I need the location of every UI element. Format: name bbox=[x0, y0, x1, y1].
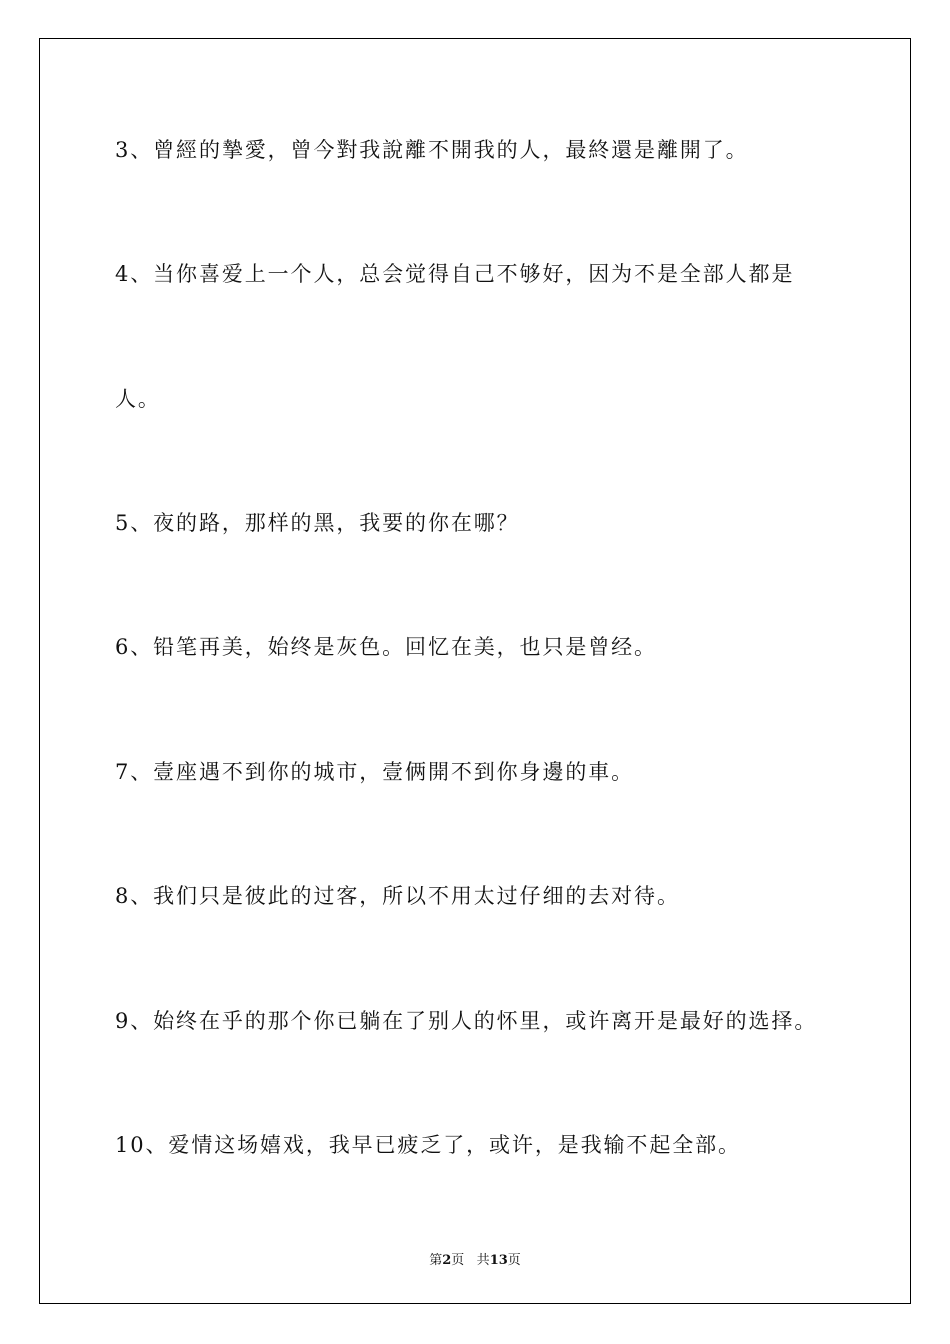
text-line-6: 6、铅笔再美，始终是灰色。回忆在美，也只是曾经。 bbox=[115, 635, 657, 659]
text-line-3: 3、曾經的摯愛，曾今對我說離不開我的人，最終還是離開了。 bbox=[115, 138, 749, 162]
text-line-8: 8、我们只是彼此的过客，所以不用太过仔细的去对待。 bbox=[115, 884, 680, 908]
page-label: 页 bbox=[451, 1253, 465, 1268]
text-line-10: 10、爱情这场嬉戏，我早已疲乏了，或许，是我输不起全部。 bbox=[115, 1133, 741, 1157]
text-line-7: 7、壹座遇不到你的城市，壹俩開不到你身邊的車。 bbox=[115, 760, 635, 784]
total-label: 页 bbox=[507, 1253, 521, 1268]
page-total: 13 bbox=[489, 1253, 508, 1268]
page-prefix: 第 bbox=[429, 1253, 443, 1268]
page-current: 2 bbox=[442, 1253, 452, 1268]
page-frame bbox=[39, 38, 911, 1304]
text-line-5: 5、夜的路，那样的黑，我要的你在哪？ bbox=[115, 511, 520, 535]
text-line-4-continued: 人。 bbox=[115, 387, 161, 411]
page-footer bbox=[0, 1249, 950, 1268]
total-prefix: 共 bbox=[476, 1253, 490, 1268]
text-line-9: 9、始终在乎的那个你已躺在了别人的怀里，或许离开是最好的选择。 bbox=[115, 1009, 818, 1033]
text-line-4: 4、当你喜爱上一个人，总会觉得自己不够好，因为不是全部人都是 bbox=[115, 262, 795, 286]
